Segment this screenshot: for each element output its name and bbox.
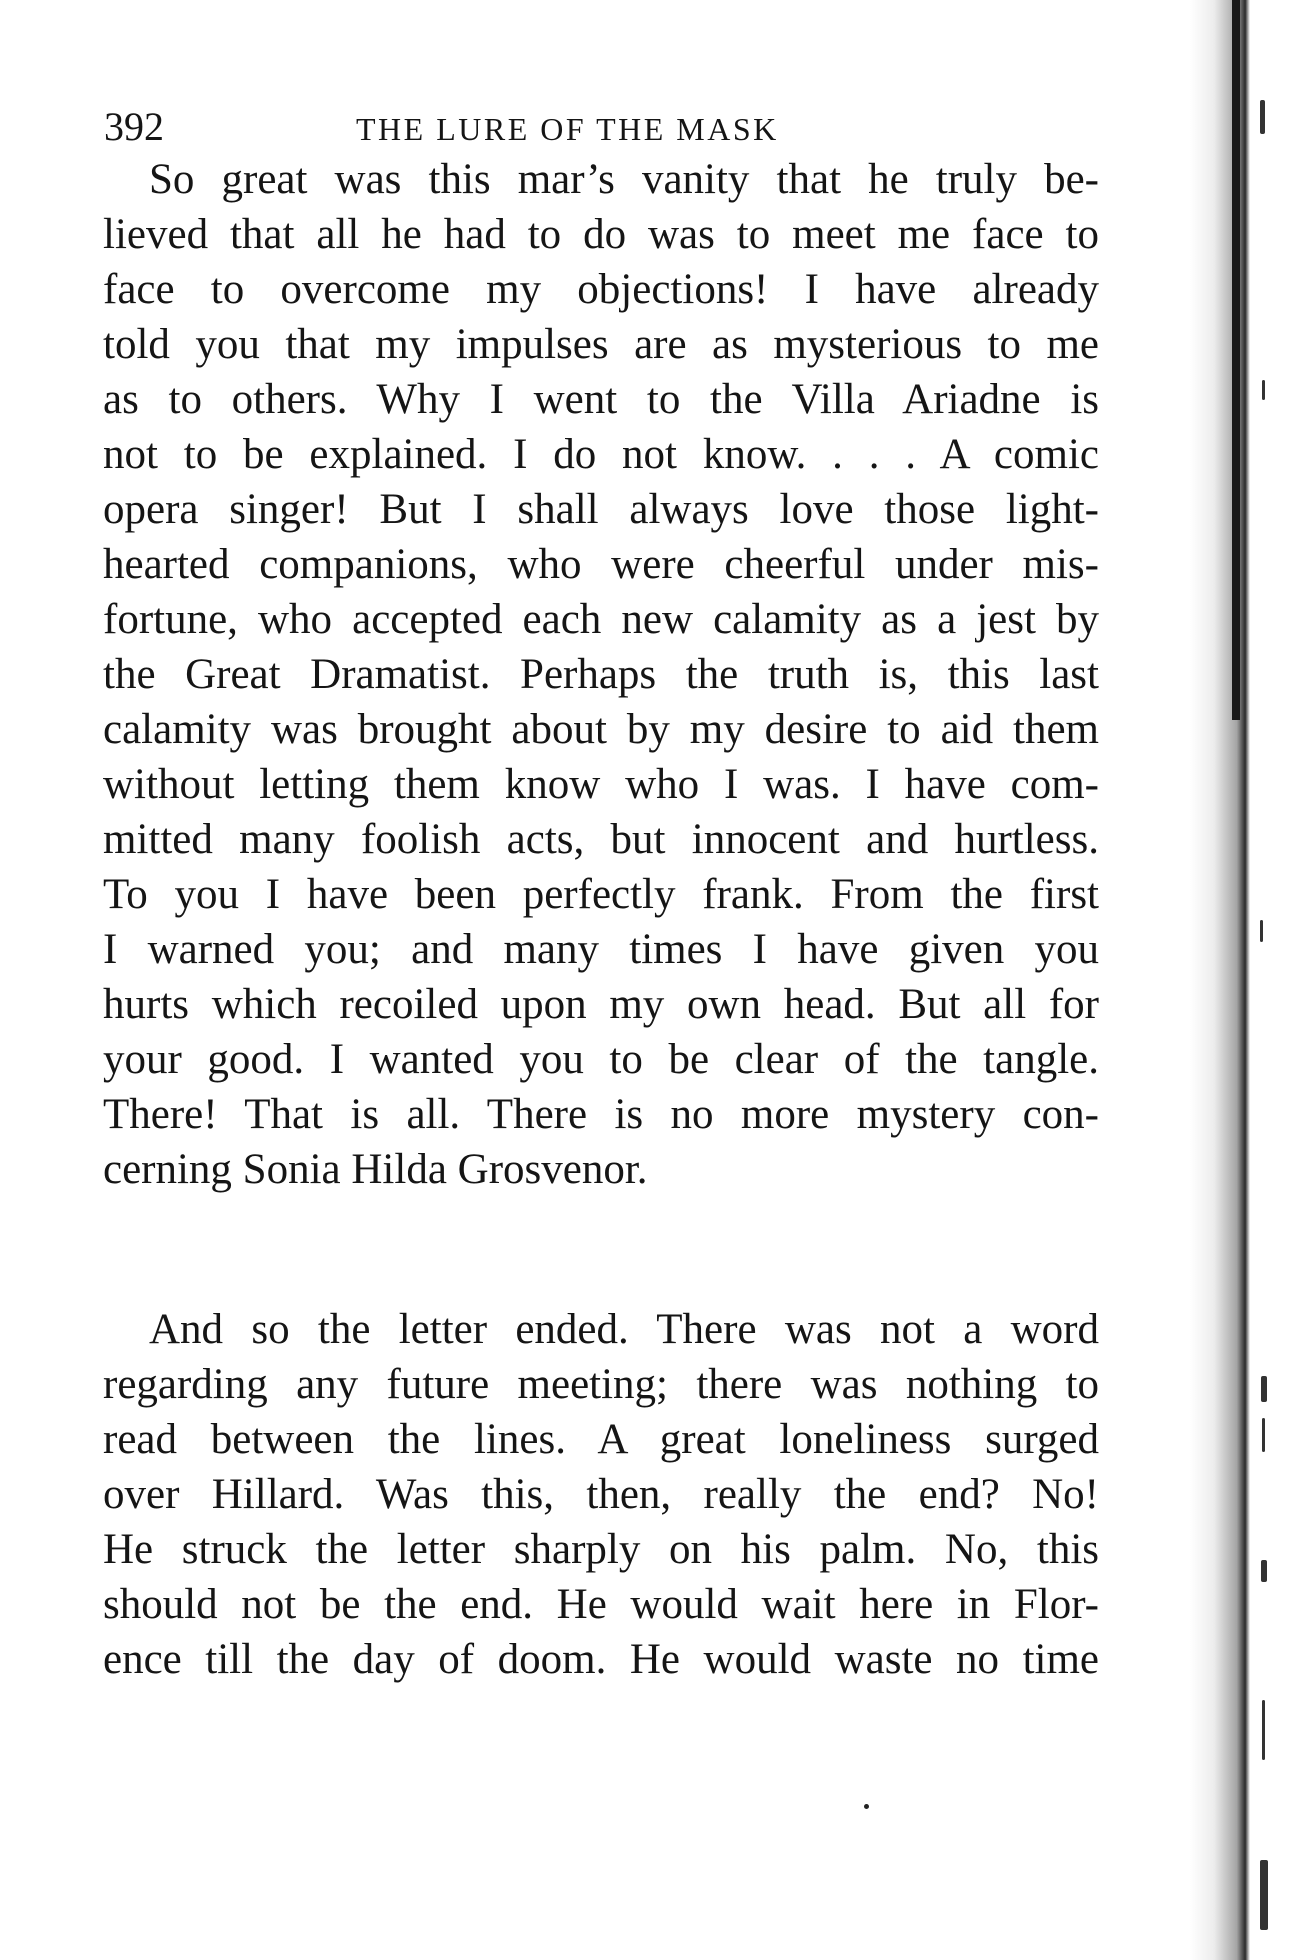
text-line: opera singer! But I shall always love those light- (103, 486, 1099, 533)
text-line: And so the letter ended. There was not a word (149, 1306, 1099, 1353)
text-line: told you that my impulses are as mysterious to me (103, 321, 1099, 368)
binding-shadow (1190, 0, 1250, 1960)
text-line: calamity was brought about by my desire to aid them (103, 706, 1099, 753)
text-line: hearted companions, who were cheerful under mis- (103, 541, 1099, 588)
text-line: your good. I wanted you to be clear of the tangle. (103, 1036, 1099, 1083)
page-number: 392 (104, 104, 164, 149)
running-head: THE LURE OF THE MASK (356, 111, 779, 147)
text-line: mitted many foolish acts, but innocent and hurtless. (103, 816, 1099, 863)
text-line: as to others. Why I went to the Villa Ariadne is (103, 376, 1099, 423)
text-line: There! That is all. There is no more mystery con- (103, 1091, 1099, 1138)
page-edge-specks (1258, 0, 1278, 1960)
page-header (104, 102, 1104, 152)
text-line: ence till the day of doom. He would waste no time (103, 1636, 1099, 1683)
text-line: To you I have been perfectly frank. From the first (103, 871, 1099, 918)
paragraph-hillard (103, 1302, 1099, 1687)
text-line: fortune, who accepted each new calamity as a jest by (103, 596, 1099, 643)
text-line: lieved that all he had to do was to meet me face to (103, 211, 1099, 258)
text-line: regarding any future meeting; there was nothing to (103, 1361, 1099, 1408)
text-line: face to overcome my objections! I have already (103, 266, 1099, 313)
text-line: should not be the end. He would wait here in Flor- (103, 1581, 1099, 1628)
text-line: read between the lines. A great loneliness surged (103, 1416, 1099, 1463)
text-line: cerning Sonia Hilda Grosvenor. (103, 1146, 648, 1193)
text-line: not to be explained. I do not know. . . . A comic (103, 431, 1099, 478)
text-line: hurts which recoiled upon my own head. But all for (103, 981, 1099, 1028)
text-line: over Hillard. Was this, then, really the end? No! (103, 1471, 1099, 1518)
text-line: the Great Dramatist. Perhaps the truth is, this last (103, 651, 1099, 698)
text-line: without letting them know who I was. I have com- (103, 761, 1099, 808)
stray-mark (864, 1804, 869, 1809)
text-line: He struck the letter sharply on his palm. No, this (103, 1526, 1099, 1573)
text-line: I warned you; and many times I have given you (103, 926, 1099, 973)
binding-edge (1232, 0, 1240, 720)
text-line: So great was this mar’s vanity that he truly be- (149, 156, 1099, 203)
paragraph-letter-end (103, 152, 1099, 1197)
